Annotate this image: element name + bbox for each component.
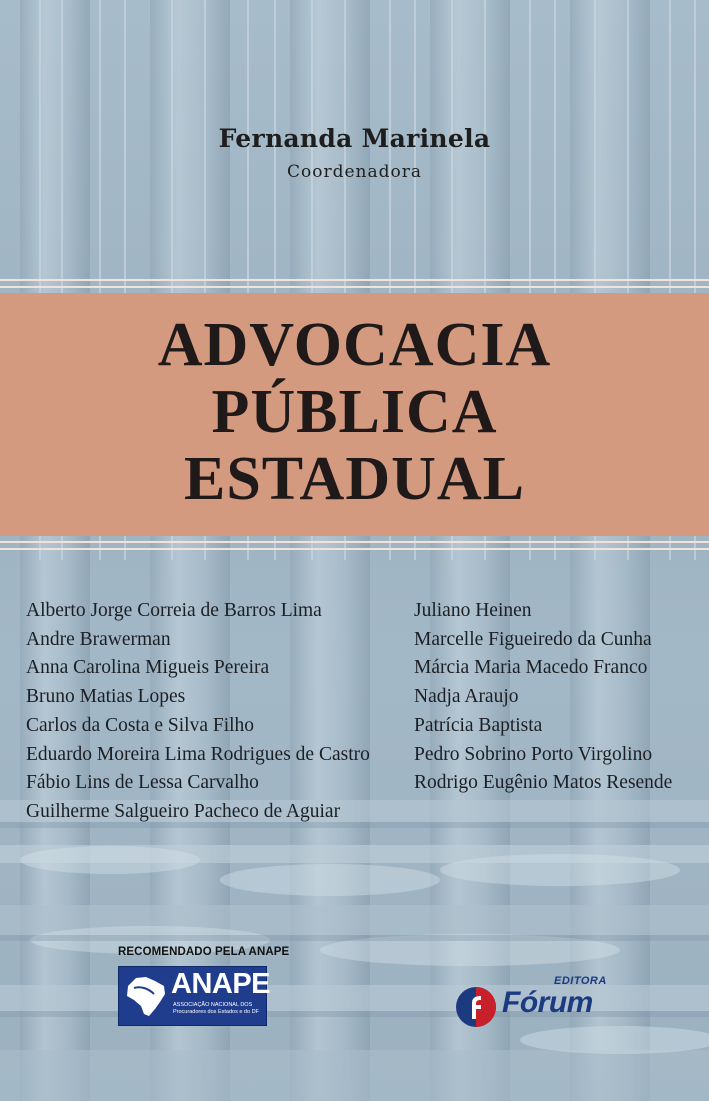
contributor-name: Alberto Jorge Correia de Barros Lima xyxy=(26,600,322,621)
publisher-name: Fórum xyxy=(502,986,593,1019)
contributor-name: Carlos da Costa e Silva Filho xyxy=(26,714,255,736)
contributor-name: Anna Carolina Migueis Pereira xyxy=(26,657,270,679)
contributor-name: Guilherme Salgueiro Pacheco de Aguiar xyxy=(26,800,341,822)
anape-name: ANAPE xyxy=(171,968,271,1000)
contributor-name: Nadja Araujo xyxy=(414,686,519,708)
contributor-name: Rodrigo Eugênio Matos Resende xyxy=(414,772,673,794)
publisher-logo xyxy=(454,975,614,1030)
contributor-name: Patrícia Baptista xyxy=(414,714,543,736)
title-line: PÚBLICA xyxy=(211,378,498,446)
band-top-rule-outer xyxy=(0,279,709,281)
title-line: ADVOCACIA xyxy=(157,311,552,379)
anape-logo xyxy=(118,966,271,1026)
title-line: ESTADUAL xyxy=(183,445,526,513)
contributor-name: Andre Brawerman xyxy=(26,628,171,650)
band-top-rule-inner xyxy=(0,286,709,288)
contributor-name: Márcia Maria Macedo Franco xyxy=(414,657,648,679)
book-title xyxy=(0,312,709,513)
anape-subtitle: ASSOCIAÇÃO NACIONAL DOS Procuradores dos Estados e do DF xyxy=(173,1002,259,1015)
band-bottom-rule-outer xyxy=(0,548,709,550)
contributor-name: Juliano Heinen xyxy=(414,600,532,621)
contributors-right-column xyxy=(414,597,672,798)
contributor-name: Marcelle Figueiredo da Cunha xyxy=(414,628,652,650)
brazil-map-icon xyxy=(122,972,168,1020)
forum-f-icon xyxy=(454,985,498,1029)
contributor-name: Pedro Sobrino Porto Virgolino xyxy=(414,743,653,765)
band-bottom-rule-inner xyxy=(0,541,709,543)
publisher-kicker: EDITORA xyxy=(554,975,607,987)
author-name: Fernanda Marinela xyxy=(218,124,491,153)
contributor-name: Bruno Matias Lopes xyxy=(26,686,186,708)
author-role: Coordenadora xyxy=(286,162,422,182)
contributor-name: Eduardo Moreira Lima Rodrigues de Castro xyxy=(26,743,370,765)
contributors-left-column xyxy=(26,597,370,827)
endorsement-label: RECOMENDADO PELA ANAPE xyxy=(118,946,290,958)
contributor-name: Fábio Lins de Lessa Carvalho xyxy=(26,772,259,794)
